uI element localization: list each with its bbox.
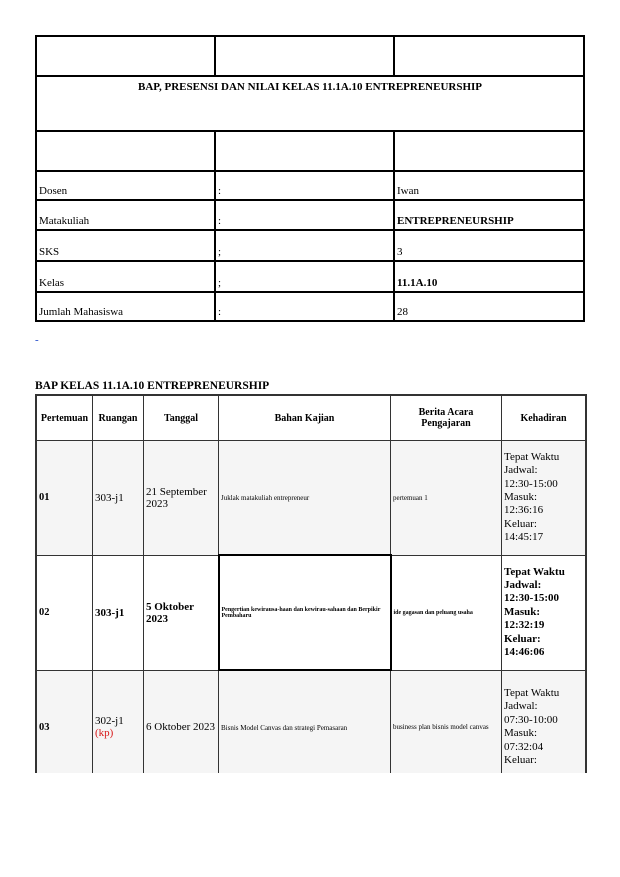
header-tanggal: Tanggal: [144, 396, 219, 441]
info-label: Matakuliah: [37, 201, 216, 229]
cell-tanggal: 5 Oktober 2023: [144, 555, 219, 670]
info-row-sks: [35, 229, 585, 260]
info-label: Jumlah Mahasiswa: [37, 293, 216, 320]
info-separator: :: [216, 172, 395, 199]
kehadiran-status: Tepat Waktu: [504, 450, 560, 463]
ruangan-text: 303-j1: [95, 606, 125, 619]
info-cell: [216, 132, 395, 170]
kehadiran-masuk-label: Masuk:: [504, 727, 537, 740]
ruangan-text: 303-j1: [95, 491, 124, 504]
cell-ruangan: [93, 441, 144, 556]
info-value: ENTREPRENEURSHIP: [397, 215, 514, 227]
header-kehadiran: Kehadiran: [502, 396, 586, 441]
kehadiran-status: Tepat Waktu: [504, 687, 560, 700]
header-pertemuan: Pertemuan: [37, 396, 93, 441]
cell-bahan-kajian: Bisnis Model Canvas dan strategi Pemasaran: [219, 670, 391, 773]
table-row: [37, 441, 586, 556]
info-value: 3: [397, 246, 403, 258]
kehadiran-masuk-label: Masuk:: [504, 605, 541, 618]
table-header-row: [37, 396, 586, 441]
cell-tanggal: 21 September 2023: [144, 441, 219, 556]
info-title-row: [35, 75, 585, 130]
kehadiran-keluar-label: Keluar:: [504, 754, 537, 767]
info-label: SKS: [37, 231, 216, 260]
table-row: [37, 670, 586, 773]
info-cell: [395, 132, 583, 170]
info-table: [35, 35, 585, 322]
info-row-jumlah: [35, 291, 585, 322]
cell-kehadiran: [502, 670, 586, 773]
cell-ruangan: [93, 555, 144, 670]
info-cell: [395, 37, 583, 75]
cell-tanggal: 6 Oktober 2023: [144, 670, 219, 773]
info-separator: :: [216, 201, 395, 229]
kehadiran-masuk-value: 12:36:16: [504, 504, 544, 517]
cell-pertemuan: 03: [37, 670, 93, 773]
kehadiran-jadwal-value: 07:30-10:00: [504, 713, 558, 726]
info-value: Iwan: [397, 185, 419, 197]
info-label: Kelas: [37, 262, 216, 291]
info-value: 11.1A.10: [397, 277, 438, 289]
kehadiran-jadwal-value: 12:30-15:00: [504, 592, 559, 605]
cell-ruangan: [93, 670, 144, 773]
ruangan-note: (kp): [95, 727, 114, 740]
kehadiran-keluar-label: Keluar:: [504, 632, 541, 645]
info-row-kelas: [35, 260, 585, 291]
cell-bahan-kajian: Juklak matakuliah entrepreneur: [219, 441, 391, 556]
info-cell: [37, 37, 216, 75]
kehadiran-status: Tepat Waktu: [504, 565, 565, 578]
kehadiran-jadwal-label: Jadwal:: [504, 578, 542, 591]
info-cell: [37, 132, 216, 170]
bap-table: [36, 395, 586, 773]
header-ruangan: Ruangan: [93, 396, 144, 441]
table-row: [37, 555, 586, 670]
kehadiran-keluar-value: 14:45:17: [504, 531, 544, 544]
info-separator: ;: [216, 231, 395, 260]
cell-berita-acara: ide gagasan dan peluang usaha: [391, 555, 502, 670]
kehadiran-jadwal-label: Jadwal:: [504, 464, 538, 477]
kehadiran-jadwal-value: 12:30-15:00: [504, 477, 558, 490]
cell-pertemuan: 01: [37, 441, 93, 556]
kehadiran-keluar-value: 14:46:06: [504, 646, 545, 659]
link-dash[interactable]: -: [35, 334, 39, 346]
cell-bahan-kajian: Pengertian kewirausa-haan dan kewirau-sahaan dan Berpikir Pembaharu: [219, 555, 391, 670]
page-title: BAP, PRESENSI DAN NILAI KELAS 11.1A.10 ENTREPRENEURSHIP: [137, 81, 483, 93]
cell-pertemuan: 02: [37, 555, 93, 670]
info-empty-row-top: [35, 35, 585, 75]
info-separator: ;: [216, 262, 395, 291]
ruangan-text: 302-j1: [95, 715, 124, 728]
info-row-dosen: [35, 170, 585, 199]
cell-kehadiran: [502, 441, 586, 556]
header-bahan-kajian: Bahan Kajian: [219, 396, 391, 441]
bap-table-container: [35, 394, 587, 773]
kehadiran-masuk-value: 07:32:04: [504, 740, 544, 753]
info-cell: [216, 37, 395, 75]
cell-berita-acara: pertemuan 1: [391, 441, 502, 556]
cell-berita-acara: business plan bisnis model canvas: [391, 670, 502, 773]
info-row-matakuliah: [35, 199, 585, 229]
kehadiran-masuk-value: 12:32:19: [504, 619, 545, 632]
info-separator: :: [216, 293, 395, 320]
section-title: BAP KELAS 11.1A.10 ENTREPRENEURSHIP: [35, 380, 270, 392]
kehadiran-masuk-label: Masuk:: [504, 491, 537, 504]
info-label: Dosen: [37, 172, 216, 199]
kehadiran-keluar-label: Keluar:: [504, 517, 537, 530]
header-berita-acara: Berita Acara Pengajaran: [391, 396, 502, 441]
info-empty-row: [35, 130, 585, 170]
kehadiran-jadwal-label: Jadwal:: [504, 700, 538, 713]
info-value: 28: [397, 306, 408, 318]
cell-kehadiran: [502, 555, 586, 670]
